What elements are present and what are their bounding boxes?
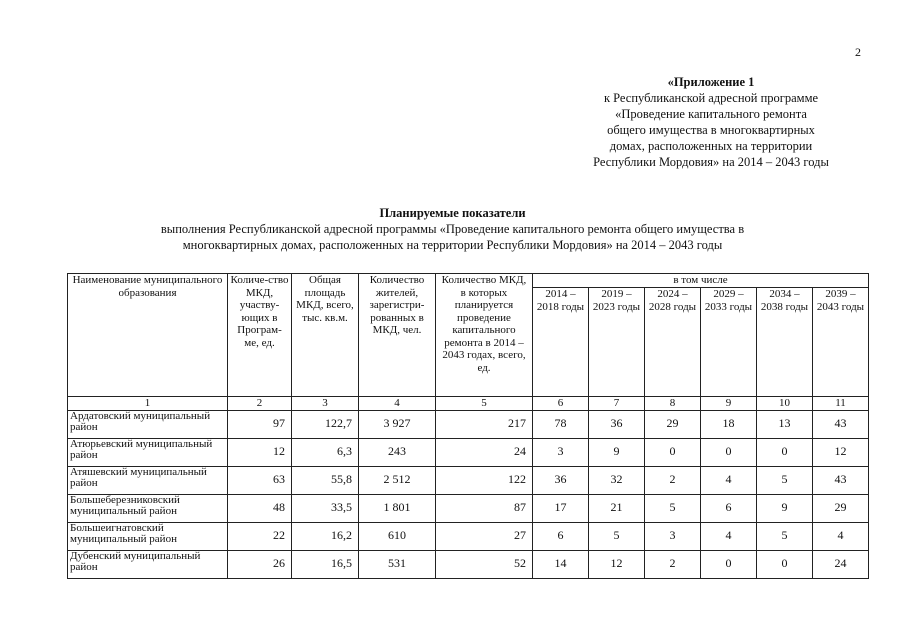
table-row — [68, 466, 869, 494]
period-value: 12 — [813, 438, 869, 466]
period-value: 43 — [813, 466, 869, 494]
column-numbers-row — [68, 397, 869, 411]
district-name: Ардатовский муниципальный район — [68, 410, 228, 438]
table-row — [68, 410, 869, 438]
appendix-title: «Приложение 1 — [667, 75, 755, 89]
header-period: 2029 – 2033 годы — [701, 288, 757, 397]
indicators-table — [67, 273, 869, 579]
mkd-count: 22 — [228, 522, 292, 550]
period-value: 14 — [533, 550, 589, 578]
period-value: 18 — [701, 410, 757, 438]
column-number: 4 — [359, 397, 436, 411]
period-value: 12 — [589, 550, 645, 578]
district-name: Дубенский муниципальный район — [68, 550, 228, 578]
period-value: 13 — [757, 410, 813, 438]
residents-count: 1 801 — [359, 494, 436, 522]
residents-count: 243 — [359, 438, 436, 466]
appendix-line: Республики Мордовия» на 2014 – 2043 годы — [593, 155, 829, 169]
period-value: 29 — [813, 494, 869, 522]
period-value: 0 — [701, 550, 757, 578]
planned-count: 87 — [436, 494, 533, 522]
period-value: 17 — [533, 494, 589, 522]
column-number: 7 — [589, 397, 645, 411]
header-count: Количе-ство МКД, участву-ющих в Програм-ме, ед. — [228, 274, 292, 397]
appendix-block — [556, 74, 866, 170]
residents-count: 531 — [359, 550, 436, 578]
header-name: Наименование муниципального образования — [68, 274, 228, 397]
period-value: 32 — [589, 466, 645, 494]
header-including: в том числе — [533, 274, 869, 288]
total-area: 16,5 — [292, 550, 359, 578]
period-value: 78 — [533, 410, 589, 438]
total-area: 6,3 — [292, 438, 359, 466]
residents-count: 610 — [359, 522, 436, 550]
header-period: 2034 – 2038 годы — [757, 288, 813, 397]
planned-count: 52 — [436, 550, 533, 578]
total-area: 33,5 — [292, 494, 359, 522]
column-number: 5 — [436, 397, 533, 411]
period-value: 9 — [589, 438, 645, 466]
planned-count: 122 — [436, 466, 533, 494]
planned-count: 27 — [436, 522, 533, 550]
header-planned: Количество МКД, в которых планируется проведение капитального ремонта в 2014 – 2043 годах, всего, ед. — [436, 274, 533, 397]
period-value: 9 — [757, 494, 813, 522]
mkd-count: 97 — [228, 410, 292, 438]
header-period: 2024 – 2028 годы — [645, 288, 701, 397]
period-value: 3 — [533, 438, 589, 466]
header-area: Общая площадь МКД, всего, тыс. кв.м. — [292, 274, 359, 397]
planned-count: 217 — [436, 410, 533, 438]
mkd-count: 63 — [228, 466, 292, 494]
header-period: 2019 – 2023 годы — [589, 288, 645, 397]
district-name: Большеигнатовский муниципальный район — [68, 522, 228, 550]
column-number: 3 — [292, 397, 359, 411]
period-value: 4 — [813, 522, 869, 550]
period-value: 36 — [589, 410, 645, 438]
table-row — [68, 550, 869, 578]
period-value: 0 — [645, 438, 701, 466]
heading-title: Планируемые показатели — [379, 206, 526, 220]
mkd-count: 48 — [228, 494, 292, 522]
total-area: 55,8 — [292, 466, 359, 494]
column-number: 6 — [533, 397, 589, 411]
heading-line: выполнения Республиканской адресной программы «Проведение капитального ремонта общего имущества в — [160, 222, 745, 236]
total-area: 16,2 — [292, 522, 359, 550]
table-row — [68, 438, 869, 466]
planned-count: 24 — [436, 438, 533, 466]
column-number: 10 — [757, 397, 813, 411]
appendix-line: общего имущества в многоквартирных — [607, 123, 815, 137]
period-value: 24 — [813, 550, 869, 578]
period-value: 3 — [645, 522, 701, 550]
period-value: 0 — [757, 550, 813, 578]
total-area: 122,7 — [292, 410, 359, 438]
period-value: 5 — [589, 522, 645, 550]
period-value: 5 — [757, 522, 813, 550]
heading-line: многоквартирных домах, расположенных на территории Республики Мордовия» на 2014 – 2043 годы — [182, 238, 723, 252]
column-number: 11 — [813, 397, 869, 411]
appendix-line: «Проведение капитального ремонта — [615, 107, 807, 121]
period-value: 0 — [757, 438, 813, 466]
residents-count: 2 512 — [359, 466, 436, 494]
mkd-count: 26 — [228, 550, 292, 578]
district-name: Атюрьевский муниципальный район — [68, 438, 228, 466]
appendix-line: к Республиканской адресной программе — [603, 91, 819, 105]
period-value: 43 — [813, 410, 869, 438]
document-heading — [60, 205, 845, 253]
header-period: 2039 – 2043 годы — [813, 288, 869, 397]
mkd-count: 12 — [228, 438, 292, 466]
period-value: 6 — [533, 522, 589, 550]
column-number: 9 — [701, 397, 757, 411]
appendix-line: домах, расположенных на территории — [609, 139, 813, 153]
column-number: 1 — [68, 397, 228, 411]
period-value: 5 — [645, 494, 701, 522]
period-value: 21 — [589, 494, 645, 522]
period-value: 29 — [645, 410, 701, 438]
period-value: 4 — [701, 522, 757, 550]
table-row — [68, 522, 869, 550]
header-period: 2014 – 2018 годы — [533, 288, 589, 397]
district-name: Атяшевский муниципальный район — [68, 466, 228, 494]
period-value: 2 — [645, 550, 701, 578]
period-value: 4 — [701, 466, 757, 494]
period-value: 5 — [757, 466, 813, 494]
header-residents: Количество жителей, зарегистри-рованных в МКД, чел. — [359, 274, 436, 397]
page-number: 2 — [855, 45, 861, 59]
period-value: 36 — [533, 466, 589, 494]
district-name: Большеберезниковский муниципальный район — [68, 494, 228, 522]
column-number: 8 — [645, 397, 701, 411]
period-value: 2 — [645, 466, 701, 494]
table-row — [68, 494, 869, 522]
period-value: 6 — [701, 494, 757, 522]
residents-count: 3 927 — [359, 410, 436, 438]
period-value: 0 — [701, 438, 757, 466]
column-number: 2 — [228, 397, 292, 411]
